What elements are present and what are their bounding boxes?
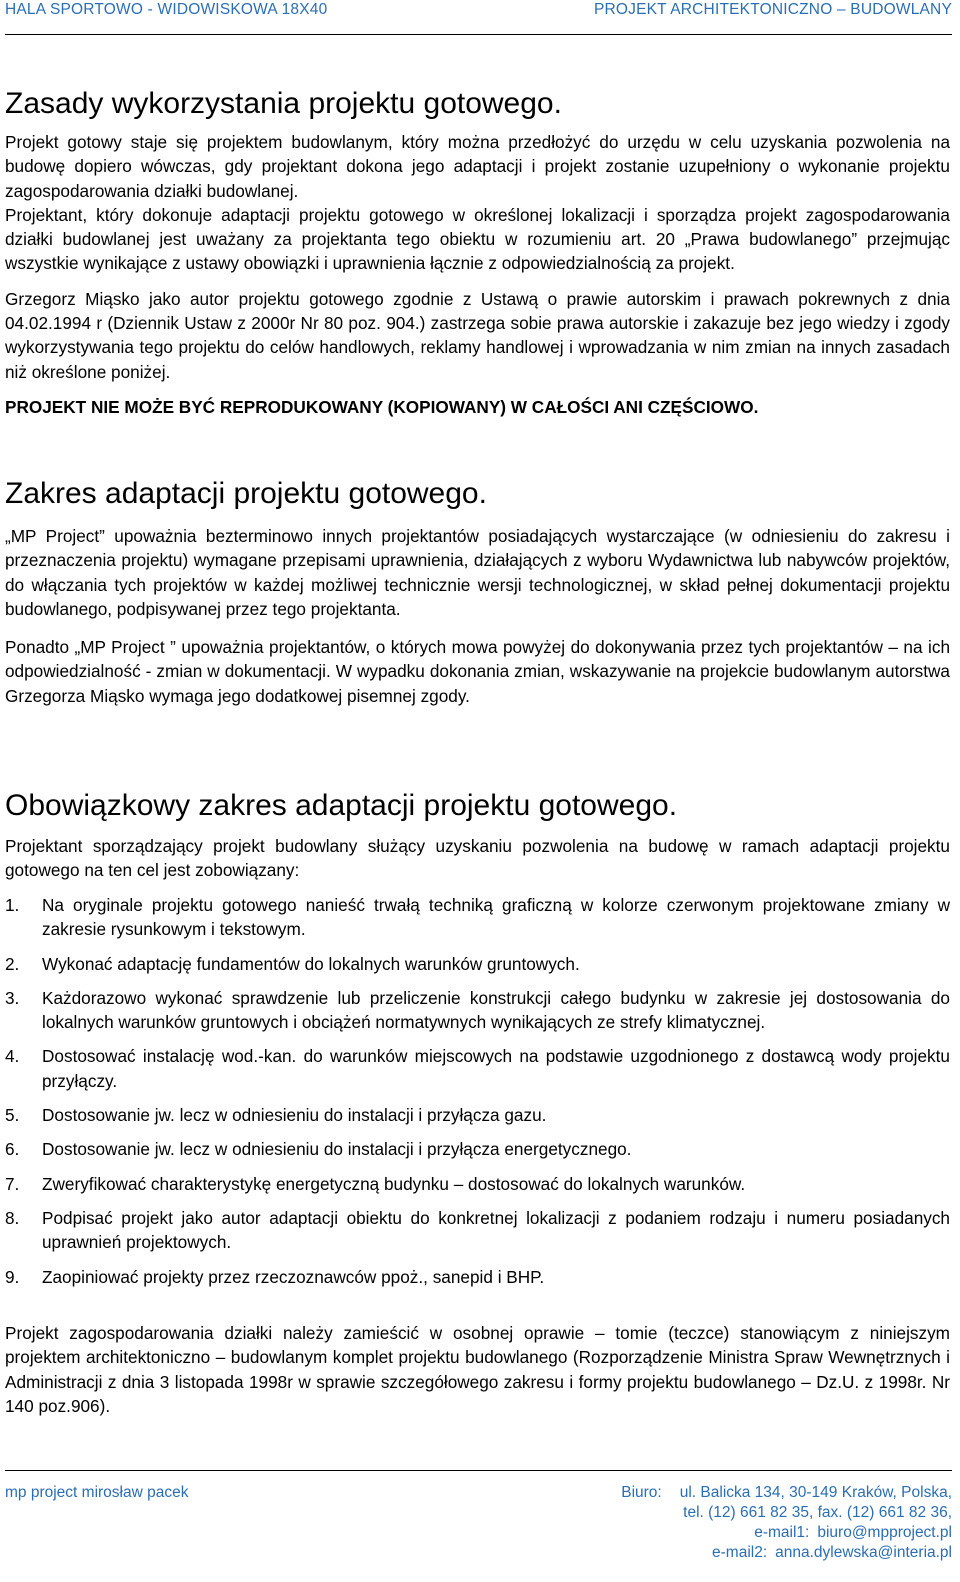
list-item-number: 5. <box>5 1105 20 1126</box>
list-item <box>5 1206 950 1255</box>
section-zasady-paragraphs <box>5 130 950 419</box>
list-item-number: 8. <box>5 1207 20 1228</box>
list-item-number: 2. <box>5 953 20 974</box>
list-item-number: 1. <box>5 895 20 915</box>
footer-contact <box>621 1483 952 1563</box>
page-footer <box>5 1470 952 1582</box>
header-project-type: PROJEKT ARCHITEKTONICZNO – BUDOWLANY <box>593 1 952 18</box>
paragraph: Grzegorz Miąsko jako autor projektu gotowego zgodnie z Ustawą o prawie autorskim i prawach pokrewnych z dnia 04.02.1994 r (Dziennik Ustaw z 2000r Nr 80 poz. 904.) zastrzega sobie prawa autorskie i zakazuje bez jego wiedzy i zgody wykorzystywania tego projektu do celów handlowych, reklamy handlowej i wprowadzania w nim zmian na innych zasadach niż określone poniżej. <box>5 288 950 382</box>
footer-biuro-label: Biuro: <box>621 1484 662 1501</box>
section-obowiazkowy-intro <box>5 834 950 883</box>
section-obowiazkowy-outro <box>5 1321 950 1418</box>
page-header <box>5 0 952 35</box>
list-item-number: 4. <box>5 1046 20 1067</box>
list-item <box>5 1137 950 1161</box>
list-item-text: Każdorazowo wykonać sprawdzenie lub przeliczenie konstrukcji całego budynku w zakresie jej dostosowania do lokalnych warunków gruntowych i obciążeń normatywnych wynikających ze strefy klimatycznej. <box>42 987 950 1033</box>
list-item-text: Dostosowanie jw. lecz w odniesieniu do instalacji i przyłącza energetycznego. <box>42 1139 632 1160</box>
paragraph: „MP Project” upoważnia bezterminowo innych projektantów posiadających wystarczające (w odniesieniu do zakresu i przeznaczenia projektu) wymagane przepisami uprawnienia, działających z wyboru Wydawnictwa lub nabywców projektów, do włączania tych projektów w każdej możliwej technicznie wersji technologicznej, w skład pełnej dokumentacji projektu budowlanego, podpisywanej przez tego projektanta. <box>5 526 950 619</box>
requirements-list <box>5 893 950 1289</box>
header-project-title: HALA SPORTOWO - WIDOWISKOWA 18X40 <box>5 1 328 18</box>
footer-email2[interactable]: anna.dylewska@interia.pl <box>775 1544 952 1561</box>
list-item <box>5 1103 950 1127</box>
footer-email2-label: e-mail2: <box>712 1544 768 1561</box>
paragraph: Projektant, który dokonuje adaptacji projektu gotowego w określonej lokalizacji i sporządza projekt zagospodarowania działki budowlanej jest uważany za projektanta tego obiektu w rozumieniu art. 20 „Prawa budowlanego” przejmując wszystkie wynikające z ustawy obowiązki i uprawnienia łącznie z odpowiedzialnością za projekt. <box>5 204 950 274</box>
list-item-text: Na oryginale projektu gotowego nanieść trwałą techniką graficzną w kolorze czerwonym projektowane zmiany w zakresie rysunkowym i tekstowym. <box>42 895 950 940</box>
list-item-text: Zaopiniować projekty przez rzeczoznawców ppoż., sanepid i BHP. <box>42 1266 545 1287</box>
list-item-text: Dostosowanie jw. lecz w odniesieniu do instalacji i przyłącza gazu. <box>42 1105 547 1126</box>
list-item <box>5 1172 950 1196</box>
paragraph: Projektant sporządzający projekt budowlany służący uzyskaniu pozwolenia na budowę w ramach adaptacji projektu gotowego na ten cel jest zobowiązany: <box>5 836 950 881</box>
list-item-number: 3. <box>5 987 20 1008</box>
section-title-zasady: Zasady wykorzystania projektu gotowego. <box>5 87 562 120</box>
section-zakres-paragraphs <box>5 524 950 708</box>
list-item <box>5 952 950 976</box>
footer-email1[interactable]: biuro@mpproject.pl <box>817 1524 952 1541</box>
footer-phone: tel. (12) 661 82 35, fax. (12) 661 82 36, <box>683 1504 952 1521</box>
list-item <box>5 1265 950 1289</box>
section-title-zakres: Zakres adaptacji projektu gotowego. <box>5 477 487 510</box>
paragraph: Ponadto „MP Project ” upoważnia projektantów, o których mowa powyżej do dokonywania przez tych projektantów – na ich odpowiedzialność - zmian w dokumentacji. W wypadku dokonania zmian, wskazywanie na projekcie budowlanym autorstwa Grzegorza Miąsko wymaga jego dodatkowej pisemnej zgody. <box>5 637 950 706</box>
section-title-obowiazkowy: Obowiązkowy zakres adaptacji projektu gotowego. <box>5 789 678 822</box>
list-item-text: Wykonać adaptację fundamentów do lokalnych warunków gruntowych. <box>42 953 580 974</box>
list-item-text: Dostosować instalację wod.-kan. do warunków miejscowych na podstawie uzgodnionego z dostawcą wody projektu przyłączy. <box>42 1046 950 1091</box>
list-item-number: 7. <box>5 1173 20 1194</box>
list-item <box>5 1044 950 1093</box>
footer-address: ul. Balicka 134, 30-149 Kraków, Polska, <box>679 1484 952 1501</box>
paragraph: Projekt zagospodarowania działki należy zamieścić w osobnej oprawie – tomie (teczce) stanowiącym z niniejszym projektem architektoniczno – budowlanym komplet projektu budowlanego (Rozporządzenie Ministra Spraw Wewnętrznych i Administracji z dnia 3 listopada 1998r w sprawie szczegółowego zakresu i formy projektu budowlanego – Dz.U. z 1998r. Nr 140 poz.906). <box>5 1323 950 1416</box>
list-item-number: 6. <box>5 1139 20 1160</box>
copyright-warning: PROJEKT NIE MOŻE BYĆ REPRODUKOWANY (KOPIOWANY) W CAŁOŚCI ANI CZĘŚCIOWO. <box>5 396 759 417</box>
list-item <box>5 893 950 942</box>
list-item-number: 9. <box>5 1266 20 1287</box>
footer-email1-label: e-mail1: <box>754 1524 810 1541</box>
list-item-text: Zweryfikować charakterystykę energetyczną budynku – dostosować do lokalnych warunków. <box>42 1173 746 1194</box>
footer-company: mp project mirosław pacek <box>5 1484 189 1501</box>
paragraph: Projekt gotowy staje się projektem budowlanym, który można przedłożyć do urzędu w celu uzyskania pozwolenia na budowę dopiero wówczas, gdy projektant dokona jego adaptacji i projekt zostanie uzupełniony o wykonanie projektu zagospodarowania działki budowlanej. <box>5 132 950 201</box>
list-item-text: Podpisać projekt jako autor adaptacji obiektu do konkretnej lokalizacji z podaniem rodzaju i numeru posiadanych uprawnień projektowych. <box>42 1207 950 1253</box>
list-item <box>5 986 950 1035</box>
